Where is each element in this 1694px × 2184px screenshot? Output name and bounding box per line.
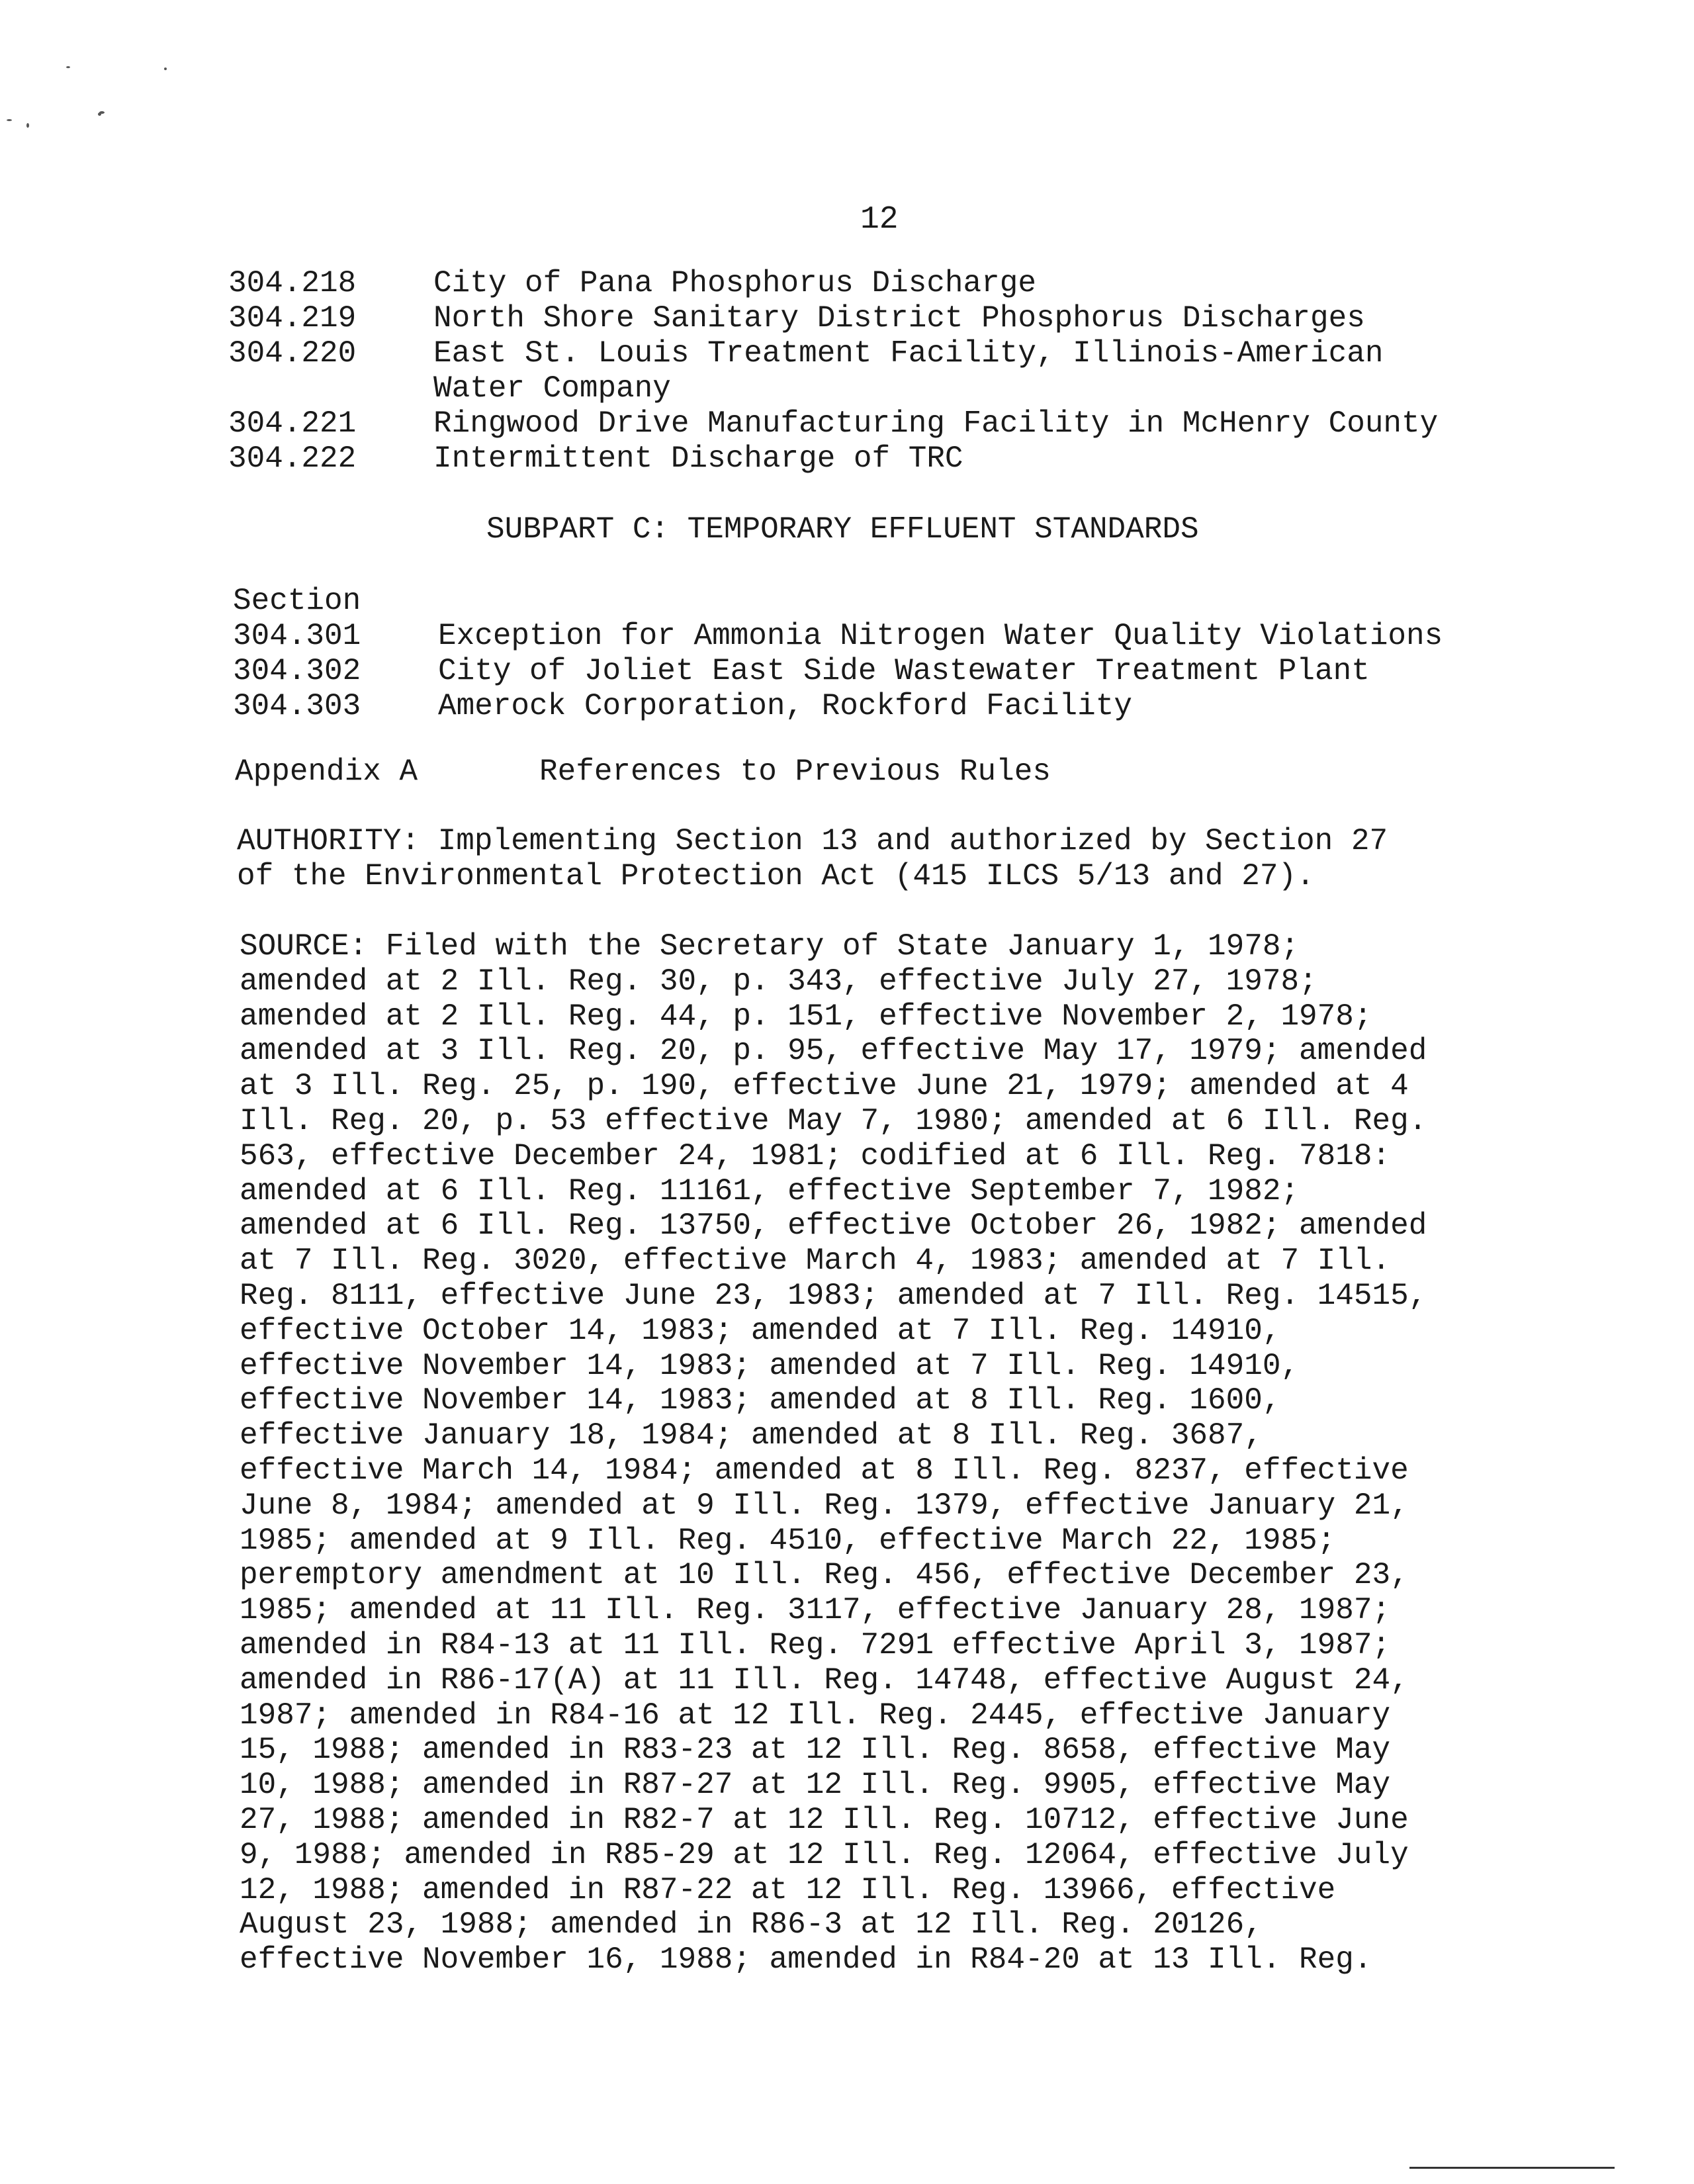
section-number: 304.222 <box>228 441 357 476</box>
section-number: 304.221 <box>228 406 357 441</box>
toc-row <box>233 619 1589 654</box>
section-title: Exception for Ammonia Nitrogen Water Quality Violations <box>438 619 1443 653</box>
appendix-entry <box>235 754 1051 789</box>
section-number: 304.218 <box>228 266 357 300</box>
footer-rule <box>1409 2167 1615 2169</box>
toc-row <box>228 406 1585 441</box>
toc-row <box>233 654 1589 689</box>
section-column-label: Section <box>233 584 361 618</box>
scan-speck <box>164 68 167 70</box>
section-title: East St. Louis Treatment Facility, Illinois-American Water Company <box>433 336 1384 406</box>
toc-row <box>228 336 1585 406</box>
appendix-label: Appendix A <box>235 754 418 789</box>
toc-row <box>233 689 1589 724</box>
section-title: City of Joliet East Side Wastewater Treatment Plant <box>438 654 1370 688</box>
section-title: Intermittent Discharge of TRC <box>433 441 963 476</box>
toc-row <box>228 441 1585 477</box>
toc-row <box>228 266 1585 301</box>
section-number: 304.302 <box>233 654 361 688</box>
appendix-title: References to Previous Rules <box>539 754 1051 789</box>
toc-row <box>228 301 1585 336</box>
page-number: 12 <box>860 202 899 238</box>
section-number: 304.301 <box>233 619 361 653</box>
scan-speck <box>26 123 29 128</box>
authority-note: AUTHORITY: Implementing Section 13 and authorized by Section 27 of the Environmental Protection Act (415 ILCS 5/13 and 27). <box>237 824 1388 893</box>
section-title: Ringwood Drive Manufacturing Facility in McHenry County <box>433 406 1439 441</box>
toc-subpart-b-list <box>228 266 1585 477</box>
section-number: 304.220 <box>228 336 357 371</box>
source-note: SOURCE: Filed with the Secretary of State January 1, 1978; amended at 2 Ill. Reg. 30, p. 343, effective July 27, 1978; amended at 2 Ill. Reg. 44, p. 151, effective November 2, 1978; amended at 3 Ill. Reg. 20, p. 95, effective May 17, 1979; amended at 3 Ill. Reg. 25, p. 190, effective June 21, 1979; amended at 4 Ill. Reg. 20, p. 53 effective May 7, 1980; amended at 6 Ill. Reg. 563, effective December 24, 1981; codified at 6 Ill. Reg. 7818: amended at 6 Ill. Reg. 11161, effective September 7, 1982; amended at 6 Ill. Reg. 13750, effective October 26, 1982; amended at 7 Ill. Reg. 3020, effective March 4, 1983; amended at 7 Ill. Reg. 8111, effective June 23, 1983; amended at 7 Ill. Reg. 14515, effective October 14, 1983; amended at 7 Ill. Reg. 14910, effective November 14, 1983; amended at 7 Ill. Reg. 14910, effective November 14, 1983; amended at 8 Ill. Reg. 1600, effective January 18, 1984; amended at 8 Ill. Reg. 3687, effective March 14, 1984; amended at 8 Ill. Reg. 8237, effective June 8, 1984; amended at 9 Ill. Reg. 1379, effective January 21, 1985; amended at 9 Ill. Reg. 4510, effective March 22, 1985; peremptory amendment at 10 Ill. Reg. 456, effective December 23, 1985; amended at 11 Ill. Reg. 3117, effective January 28, 1987; amended in R84-13 at 11 Ill. Reg. 7291 effective April 3, 1987; amended in R86-17(A) at 11 Ill. Reg. 14748, effective August 24, 1987; amended in R84-16 at 12 Ill. Reg. 2445, effective January 15, 1988; amended in R83-23 at 12 Ill. Reg. 8658, effective May 10, 1988; amended in R87-27 at 12 Ill. Reg. 9905, effective May 27, 1988; amended in R82-7 at 12 Ill. Reg. 10712, effective June 9, 1988; amended in R85-29 at 12 Ill. Reg. 12064, effective July 12, 1988; amended in R87-22 at 12 Ill. Reg. 13966, effective August 23, 1988; amended in R86-3 at 12 Ill. Reg. 20126, effective November 16, 1988; amended in R84-20 at 13 Ill. Reg. <box>240 929 1427 1978</box>
section-number: 304.219 <box>228 301 357 336</box>
subpart-c-heading: SUBPART C: TEMPORARY EFFLUENT STANDARDS <box>486 512 1199 547</box>
toc-subpart-c-list <box>233 584 1589 724</box>
scan-speck <box>98 113 101 116</box>
section-title: North Shore Sanitary District Phosphorus Discharges <box>433 301 1365 336</box>
section-title: Amerock Corporation, Rockford Facility <box>438 689 1132 723</box>
scan-speck <box>66 66 70 68</box>
section-title: City of Pana Phosphorus Discharge <box>433 266 1036 300</box>
scan-speck <box>7 119 12 121</box>
section-number: 304.303 <box>233 689 361 723</box>
